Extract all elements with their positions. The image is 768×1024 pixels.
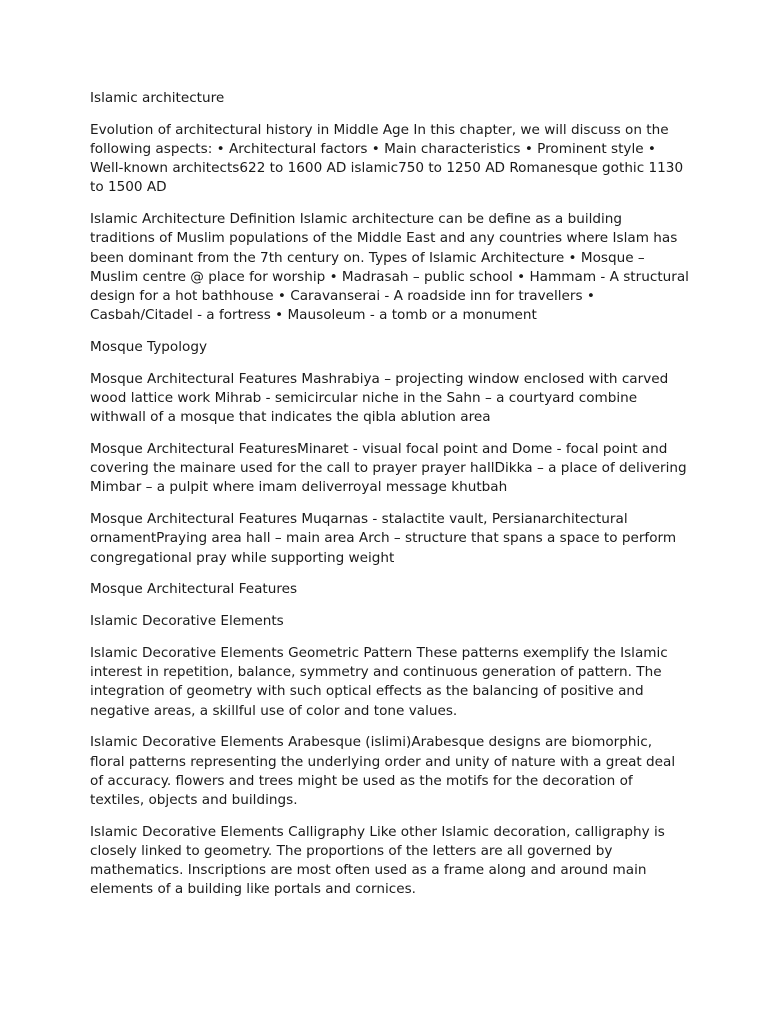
paragraph-arabesque: Islamic Decorative Elements Arabesque (islimi)Arabesque designs are biomorphic, floral patterns representing the underlying order and unity of nature with a great deal of accuracy. flowers and trees might be used as the motifs for the decoration of textiles, objects and buildings.: [90, 734, 676, 809]
paragraph-definition: Islamic Architecture Definition Islamic architecture can be define as a building traditions of Muslim populations of the Middle East and any countries where Islam has been dominant from the 7th century on. Types of Islamic Architecture • Mosque – Muslim centre @ place for worship • Madrasah – public school • Hammam - A structural design for a hot bathhouse • Caravanserai - A roadside inn for travellers • Casbah/Citadel - a fortress • Mausoleum - a tomb or a monument: [90, 211, 689, 324]
document-title: Islamic architecture: [90, 90, 225, 106]
paragraph-geometric-pattern: Islamic Decorative Elements Geometric Pattern These patterns exemplify the Islamic interest in repetition, balance, symmetry and continuous generation of pattern. The integration of geometry with such optical effects as the balancing of positive and negative areas, a skillful use of color and tone values.: [90, 645, 668, 719]
paragraph-calligraphy: Islamic Decorative Elements Calligraphy Like other Islamic decoration, calligraphy is closely linked to geometry. The proportions of the letters are all governed by mathematics. Inscriptions are most often used as a frame along and around main elements of a building like portals and cornices.: [90, 823, 665, 898]
paragraph-mosque-features-mashrabiya: Mosque Architectural Features Mashrabiya – projecting window enclosed with carved wood lattice work Mihrab - semicircular niche in the Sahn – a courtyard combine withwall of a mosque that indicates the qibla ablution area: [90, 370, 669, 426]
heading-mosque-architectural-features: Mosque Architectural Features: [90, 581, 298, 598]
paragraph-mosque-features-minaret: Mosque Architectural FeaturesMinaret - visual focal point and Dome - focal point and covering the mainare used for the call to prayer prayer hallDikka – a place of delivering Mimbar – a pulpit where imam deliverroyal message khutbah: [90, 441, 687, 496]
paragraph-mosque-features-muqarnas: Mosque Architectural Features Muqarnas - stalactite vault, Persianarchitectural ornamentPraying area hall – main area Arch – structure that spans a space to perform congregational pray while supporting weight: [90, 511, 677, 566]
paragraph-evolution: Evolution of architectural history in Middle Age In this chapter, we will discuss on the following aspects: • Architectural factors • Main characteristics • Prominent style • Well-known architects622 to 1600 AD islamic750 to 1250 AD Romanesque gothic 1130 to 1500 AD: [90, 121, 684, 196]
heading-islamic-decorative-elements: Islamic Decorative Elements: [90, 613, 284, 630]
heading-mosque-typology: Mosque Typology: [90, 339, 207, 356]
document-page: [90, 89, 690, 912]
